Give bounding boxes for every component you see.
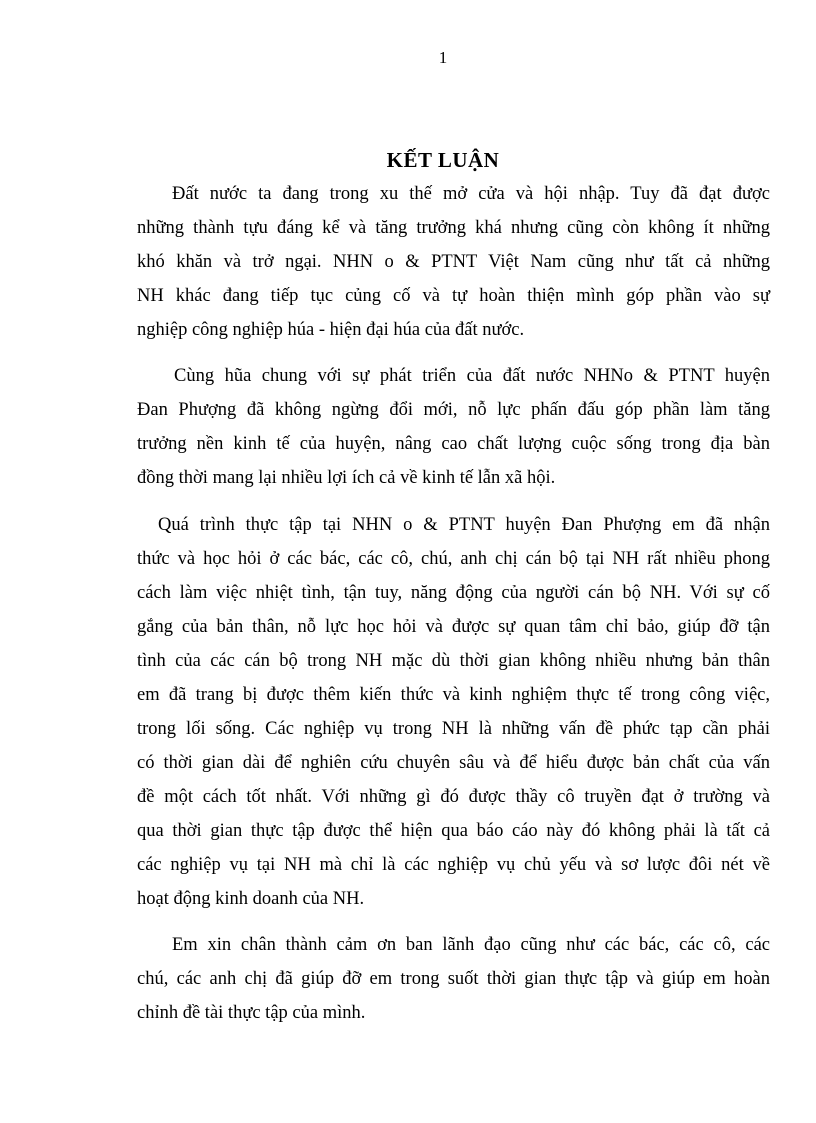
text-line: những thành tựu đáng kể và tăng trưởng khá nhưng cũng còn không ít những (137, 218, 770, 238)
text-line: gắng của bản thân, nỗ lực học hỏi và được sự quan tâm chỉ bảo, giúp đỡ tận (137, 617, 770, 637)
text-line: Quá trình thực tập tại NHN o & PTNT huyện Đan Phượng em đã nhận (158, 515, 770, 535)
text-line: có thời gian dài để nghiên cứu chuyên sâu và để hiểu được bản chất của vấn (137, 753, 770, 773)
text-line: đồng thời mang lại nhiều lợi ích cả về kinh tế lẫn xã hội. (137, 468, 556, 488)
text-line: nghiệp công nghiệp húa - hiện đại húa của đất nước. (137, 320, 525, 340)
text-line: qua thời gian thực tập được thể hiện qua báo cáo này đó không phải là tất cả (137, 821, 770, 841)
text-line: NH khác đang tiếp tục củng cố và tự hoàn thiện mình góp phần vào sự (137, 286, 770, 306)
text-line: chú, các anh chị đã giúp đỡ em trong suốt thời gian thực tập và giúp em hoàn (137, 969, 770, 989)
text-line: Em xin chân thành cảm ơn ban lãnh đạo cũng như các bác, các cô, các (172, 935, 770, 955)
text-line: Đan Phượng đã không ngừng đổi mới, nỗ lực phấn đấu góp phần làm tăng (137, 400, 770, 420)
text-line: tình của các cán bộ trong NH mặc dù thời gian không nhiều nhưng bản thân (137, 651, 770, 671)
text-line: em đã trang bị được thêm kiến thức và kinh nghiệm thực tế trong công việc, (137, 685, 770, 705)
text-line: chỉnh đề tài thực tập của mình. (137, 1003, 366, 1023)
text-line: các nghiệp vụ tại NH mà chỉ là các nghiệp vụ chủ yếu và sơ lược đôi nét về (137, 855, 770, 875)
text-line: cách làm việc nhiệt tình, tận tuy, năng động của người cán bộ NH. Với sự cố (137, 583, 770, 603)
text-line: Đất nước ta đang trong xu thế mở cửa và hội nhập. Tuy đã đạt được (172, 184, 770, 204)
page-title: KẾT LUẬN (386, 148, 500, 172)
text-line: hoạt động kinh doanh của NH. (137, 889, 365, 909)
text-line: thức và học hỏi ở các bác, các cô, chú, anh chị cán bộ tại NH rất nhiều phong (137, 549, 770, 569)
page-number: 1 (438, 48, 448, 67)
text-line: Cùng hũa chung với sự phát triển của đất nước NHNo & PTNT huyện (174, 366, 770, 386)
text-line: đề một cách tốt nhất. Với những gì đó được thầy cô truyền đạt ở trường và (137, 787, 770, 807)
text-line: trưởng nền kinh tế của huyện, nâng cao chất lượng cuộc sống trong địa bàn (137, 434, 770, 454)
text-line: trong lối sống. Các nghiệp vụ trong NH là những vấn đề phức tạp cần phải (137, 719, 770, 739)
text-line: khó khăn và trở ngại. NHN o & PTNT Việt Nam cũng như tất cả những (137, 252, 770, 272)
